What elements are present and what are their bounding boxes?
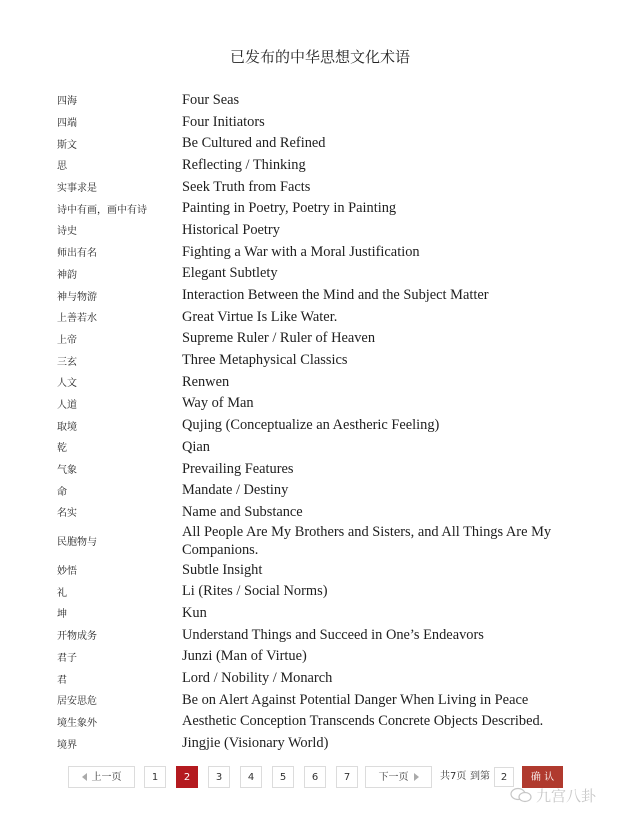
term-chinese: 妙悟: [57, 566, 77, 578]
page-button-5[interactable]: 5: [272, 766, 294, 788]
term-english[interactable]: Painting in Poetry, Poetry in Painting: [182, 200, 397, 217]
term-row: [0, 559, 640, 581]
term-chinese: 气象: [57, 465, 77, 477]
term-english[interactable]: Renwen: [182, 373, 230, 390]
page-title: 已发布的中华思想文化术语: [229, 48, 410, 66]
page-button-7[interactable]: 7: [336, 766, 358, 788]
term-chinese: 神与物游: [57, 291, 97, 303]
term-english[interactable]: Four Seas: [182, 91, 240, 108]
term-english[interactable]: Li (Rites / Social Norms): [182, 583, 328, 600]
page-button-6[interactable]: 6: [304, 766, 326, 788]
triangle-left-icon: [82, 773, 87, 781]
term-english[interactable]: Subtle Insight: [182, 561, 263, 578]
term-english[interactable]: Elegant Subtlety: [182, 265, 278, 282]
term-chinese: 诗中有画，画中有诗: [57, 204, 147, 216]
term-chinese: 斯文: [57, 139, 77, 151]
term-chinese: 名实: [57, 508, 77, 520]
term-row: [0, 711, 640, 733]
term-chinese: 师出有名: [57, 248, 97, 260]
term-row: [0, 263, 640, 285]
term-english[interactable]: Seek Truth from Facts: [182, 178, 311, 195]
term-english[interactable]: Lord / Nobility / Monarch: [182, 670, 333, 687]
term-chinese: 坤: [57, 609, 67, 621]
term-english[interactable]: Be Cultured and Refined: [182, 135, 326, 152]
term-english[interactable]: Historical Poetry: [182, 221, 280, 238]
term-english[interactable]: Be on Alert Against Potential Danger When Living in Peace: [182, 691, 529, 708]
term-english[interactable]: Interaction Between the Mind and the Subject Matter: [182, 287, 489, 304]
term-chinese: 诗史: [57, 226, 77, 238]
term-chinese: 君: [57, 674, 67, 686]
term-row: [0, 219, 640, 241]
term-english[interactable]: Mandate / Destiny: [182, 482, 289, 499]
term-english[interactable]: Great Virtue Is Like Water.: [182, 308, 338, 325]
prev-page-button[interactable]: [68, 766, 135, 788]
goto-label: 到第: [470, 771, 490, 782]
term-english[interactable]: Name and Substance: [182, 503, 303, 520]
term-english[interactable]: All People Are My Brothers and Sisters, and All Things Are My Companions.: [182, 523, 552, 558]
term-row: [0, 349, 640, 371]
term-chinese: 四海: [57, 96, 77, 108]
term-chinese: 三玄: [57, 356, 77, 368]
term-english[interactable]: Three Metaphysical Classics: [182, 352, 348, 369]
term-row: [0, 176, 640, 198]
term-english[interactable]: Aesthetic Conception Transcends Concrete Objects Described.: [182, 713, 544, 730]
term-row: [0, 436, 640, 458]
page-button-1[interactable]: 1: [144, 766, 166, 788]
term-english[interactable]: Qian: [182, 438, 210, 455]
term-english[interactable]: Supreme Ruler / Ruler of Heaven: [182, 330, 376, 347]
term-row: [0, 667, 640, 689]
term-row: [0, 732, 640, 754]
next-page-button[interactable]: [365, 766, 432, 788]
term-english[interactable]: Four Initiators: [182, 113, 265, 130]
term-row: [0, 624, 640, 646]
page-button-4[interactable]: 4: [240, 766, 262, 788]
term-row: [0, 284, 640, 306]
term-chinese: 礼: [57, 587, 67, 599]
term-chinese: 思: [57, 161, 67, 173]
term-row: [0, 458, 640, 480]
term-row: [0, 371, 640, 393]
term-english[interactable]: Jingjie (Visionary World): [182, 735, 329, 752]
term-row: [0, 154, 640, 176]
page-button-3[interactable]: 3: [208, 766, 230, 788]
term-row: [0, 479, 640, 501]
term-english[interactable]: Kun: [182, 604, 207, 621]
term-row: [0, 111, 640, 133]
term-english[interactable]: Qujing (Conceptualize an Aestheric Feeling): [182, 417, 440, 434]
total-pages-text: 共7页: [440, 771, 467, 782]
term-english[interactable]: Fighting a War with a Moral Justification: [182, 243, 420, 260]
term-english[interactable]: Reflecting / Thinking: [182, 156, 306, 173]
wechat-icon: [510, 787, 532, 803]
term-chinese: 民胞物与: [57, 537, 97, 549]
term-english[interactable]: Way of Man: [182, 395, 254, 412]
triangle-right-icon: [414, 773, 419, 781]
term-chinese: 取境: [57, 421, 77, 433]
term-chinese: 四端: [57, 118, 77, 130]
confirm-button[interactable]: 确 认: [522, 766, 563, 788]
term-row: [0, 393, 640, 415]
term-list: [0, 89, 640, 754]
term-row: [0, 580, 640, 602]
term-row: [0, 241, 640, 263]
term-chinese: 君子: [57, 652, 77, 664]
term-chinese: 命: [57, 486, 67, 498]
term-chinese: 人道: [57, 399, 77, 411]
term-chinese: 上善若水: [57, 313, 97, 325]
term-row: [0, 414, 640, 436]
term-row: [0, 689, 640, 711]
term-chinese: 境生象外: [57, 717, 97, 729]
term-english[interactable]: Junzi (Man of Virtue): [182, 648, 307, 665]
term-chinese: 开物成务: [57, 631, 97, 643]
term-row: [0, 306, 640, 328]
term-row: [0, 523, 640, 559]
watermark-text: 九宫八卦: [536, 786, 597, 805]
term-english[interactable]: Prevailing Features: [182, 460, 294, 477]
term-chinese: 上帝: [57, 334, 77, 346]
prev-page-label: 上一页: [91, 772, 122, 783]
term-row: [0, 602, 640, 624]
page-button-2[interactable]: 2: [176, 766, 198, 788]
term-row: [0, 197, 640, 219]
term-row: [0, 132, 640, 154]
term-chinese: 居安思危: [57, 696, 97, 708]
term-chinese: 实事求是: [57, 183, 97, 195]
term-row: [0, 501, 640, 523]
watermark: [510, 783, 596, 807]
term-chinese: 乾: [57, 443, 67, 455]
term-row: [0, 328, 640, 350]
term-row: [0, 646, 640, 668]
term-chinese: 人文: [57, 378, 77, 390]
term-chinese: 境界: [57, 739, 77, 751]
term-english[interactable]: Understand Things and Succeed in One’s Endeavors: [182, 626, 484, 643]
term-chinese: 神韵: [57, 269, 77, 281]
term-row: [0, 89, 640, 111]
next-page-label: 下一页: [378, 772, 409, 783]
